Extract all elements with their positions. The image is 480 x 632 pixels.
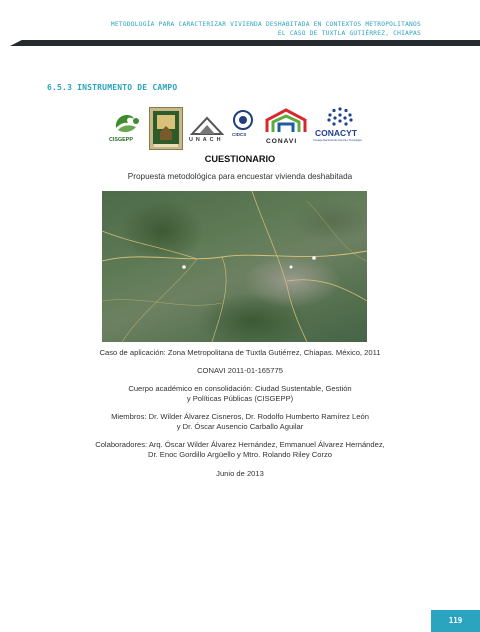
unach-shield-logo xyxy=(149,107,183,150)
logo-strip xyxy=(108,106,366,150)
unach-logo xyxy=(188,114,226,148)
page-number: 119 xyxy=(431,610,480,632)
date-line: Junio de 2013 xyxy=(216,469,264,478)
header-bar xyxy=(10,40,480,46)
collaborators-line-2: Dr. Enoc Gordillo Argüello y Mtro. Rolando Riley Corzo xyxy=(147,450,332,459)
conavi-label: CONAVI xyxy=(266,138,298,145)
cisgepp-label: CISGEPP xyxy=(109,137,133,143)
conavi-logo xyxy=(261,108,311,148)
academic-body-line-1: Cuerpo académico en consolidación: Ciudad Sustentable, Gestión xyxy=(128,384,352,393)
running-header-title: METODOLOGÍA PARA CARACTERIZAR VIVIENDA DESHABITADA EN CONTEXTOS METROPOLITANOS xyxy=(110,21,421,28)
collaborators-line-1: Colaboradores: Arq. Óscar Wilder Álvarez Hernández, Emmanuel Álvarez Hernández, xyxy=(95,440,385,449)
cidcs-logo xyxy=(232,109,254,145)
cidcs-label: CIDCS xyxy=(232,132,247,137)
running-header xyxy=(111,21,421,38)
conacyt-tagline: Consejo Nacional de Ciencia y Tecnología xyxy=(313,139,362,142)
document-title: CUESTIONARIO xyxy=(204,154,276,164)
members-line-1: Miembros: Dr. Wilder Álvarez Cisneros, Dr. Rodolfo Humberto Ramírez León xyxy=(111,412,369,421)
cisgepp-logo xyxy=(108,112,146,148)
academic-body-line-2: y Políticas Públicas (CISGEPP) xyxy=(186,394,294,403)
section-heading: 6.5.3 INSTRUMENTO DE CAMPO xyxy=(47,83,178,92)
case-line: Caso de aplicación: Zona Metropolitana de Tuxtla Gutiérrez, Chiapas. México, 2011 xyxy=(99,348,381,357)
running-header-subtitle: EL CASO DE TUXTLA GUTIÉRREZ, CHIAPAS xyxy=(277,29,421,37)
conavi-code: CONAVI 2011-01-165775 xyxy=(197,366,283,375)
satellite-map-image xyxy=(102,191,367,342)
members-line-2: y Dr. Óscar Ausencio Carballo Aguilar xyxy=(176,422,304,431)
conacyt-logo xyxy=(313,106,367,150)
unach-label: UNACH xyxy=(189,137,224,143)
document-subtitle: Propuesta metodológica para encuestar vivienda deshabitada xyxy=(127,172,353,181)
conacyt-label: CONACYT xyxy=(315,128,358,138)
